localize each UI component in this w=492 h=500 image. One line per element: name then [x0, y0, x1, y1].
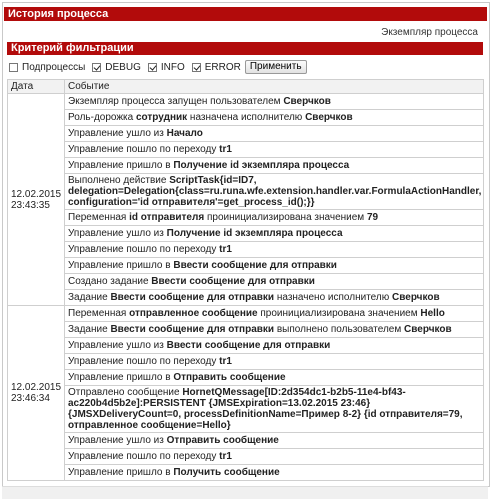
history-table	[7, 79, 484, 481]
event-value: HornetQMessage[ID:2d354dc1-b2b5-11e4-bf43-ac220b4d5b2e]:PERSISTENT {JMSExpiration=13.02.2015 23:46} {JMSXDeliveryCount=0, processDefinitionName=Пример 8-2} {id отправителя=79, отправленное сообщение=Hello}	[68, 387, 463, 431]
table-row	[8, 370, 484, 386]
error-label: ERROR	[204, 61, 241, 73]
table-row	[8, 354, 484, 370]
filter-controls	[9, 59, 307, 75]
event-cell	[65, 354, 484, 370]
event-text: Управление пришло в	[68, 260, 174, 271]
event-value: Сверчков	[404, 324, 452, 335]
event-text: Создано задание	[68, 276, 152, 287]
event-date-cell	[8, 306, 65, 481]
event-text: назначена исполнителю	[187, 112, 306, 123]
event-cell	[65, 210, 484, 226]
table-row	[8, 322, 484, 338]
event-text: Переменная	[68, 308, 130, 319]
table-row	[8, 158, 484, 174]
event-text: Роль-дорожка	[68, 112, 136, 123]
event-value: Отправить сообщение	[173, 372, 286, 383]
table-row	[8, 142, 484, 158]
table-row	[8, 274, 484, 290]
table-row	[8, 110, 484, 126]
date-column-header: Дата	[8, 80, 65, 94]
horizontal-scrollbar[interactable]	[2, 486, 488, 499]
history-table-body	[8, 94, 484, 481]
event-text: выполнено пользователем	[274, 324, 405, 335]
table-row	[8, 290, 484, 306]
subprocesses-checkbox[interactable]	[9, 63, 18, 72]
event-cell	[65, 338, 484, 354]
event-value: Сверчков	[283, 96, 331, 107]
event-value: id отправителя	[129, 212, 205, 223]
event-cell	[65, 370, 484, 386]
table-row	[8, 433, 484, 449]
table-row	[8, 126, 484, 142]
table-row	[8, 210, 484, 226]
event-value: Получить сообщение	[173, 467, 280, 478]
event-text: Управление пошло по переходу	[68, 144, 220, 155]
event-value: сотрудник	[135, 112, 188, 123]
event-value: tr1	[219, 356, 232, 367]
table-row	[8, 174, 484, 210]
info-checkbox[interactable]	[148, 63, 157, 72]
event-value: Отправить сообщение	[166, 435, 279, 446]
event-cell	[65, 110, 484, 126]
event-cell	[65, 274, 484, 290]
event-value: Ввести сообщение для отправки	[173, 260, 337, 271]
event-cell	[65, 226, 484, 242]
event-text: проинициализирована значением	[204, 212, 367, 223]
event-text: Управление ушло из	[68, 340, 167, 351]
event-value: Сверчков	[392, 292, 440, 303]
event-cell	[65, 449, 484, 465]
event-date: 12.02.2015	[11, 382, 62, 393]
debug-checkbox[interactable]	[92, 63, 101, 72]
event-text: Экземпляр процесса запущен пользователем	[68, 96, 284, 107]
event-time: 23:46:34	[11, 393, 50, 404]
event-value: tr1	[219, 451, 232, 462]
event-cell	[65, 142, 484, 158]
event-value: Ввести сообщение для отправки	[110, 324, 275, 335]
event-text: Управление пошло по переходу	[68, 356, 220, 367]
table-row	[8, 338, 484, 354]
table-row	[8, 258, 484, 274]
event-column-header: Событие	[65, 80, 484, 94]
event-text: Управление пошло по переходу	[68, 244, 220, 255]
event-cell	[65, 158, 484, 174]
event-value: отправленное сообщение	[129, 308, 258, 319]
info-label: INFO	[160, 61, 185, 73]
event-text: проинициализирована значением	[257, 308, 421, 319]
event-date-cell	[8, 94, 65, 306]
event-text: Отправлено сообщение	[68, 387, 183, 398]
event-cell	[65, 465, 484, 481]
event-text: Управление пошло по переходу	[68, 451, 220, 462]
event-text: Управление ушло из	[68, 128, 167, 139]
event-value: ScriptTask{id=ID7, delegation=Delegation{class=ru.runa.wfe.extension.handler.var.FormulaActionHandler, configuration='id отправителя'=get_process_id();}}	[68, 175, 482, 208]
event-text: Задание	[68, 292, 111, 303]
event-value: Начало	[166, 128, 203, 139]
event-cell	[65, 306, 484, 322]
page-title: История процесса	[4, 7, 487, 21]
event-value: Получение id экземпляра процесса	[166, 228, 343, 239]
subprocesses-label: Подпроцессы	[22, 61, 86, 73]
event-value: Ввести сообщение для отправки	[151, 276, 315, 287]
table-row	[8, 226, 484, 242]
event-text: Управление пришло в	[68, 467, 174, 478]
event-cell	[65, 290, 484, 306]
event-date: 12.02.2015	[11, 188, 62, 200]
table-row	[8, 242, 484, 258]
event-text: Управление ушло из	[68, 228, 167, 239]
event-text: Управление ушло из	[68, 435, 167, 446]
table-row	[8, 386, 484, 433]
event-value: Сверчков	[305, 112, 353, 123]
event-cell	[65, 174, 484, 210]
filter-section-title: Критерий фильтрации	[7, 42, 483, 55]
event-value: Получение id экземпляра процесса	[173, 160, 350, 171]
event-text: назначено исполнителю	[274, 292, 393, 303]
event-cell	[65, 258, 484, 274]
table-row	[8, 465, 484, 481]
event-text: Задание	[68, 324, 111, 335]
table-header-row	[8, 80, 484, 94]
event-cell	[65, 94, 484, 110]
process-instance-link[interactable]: Экземпляр процесса	[381, 27, 478, 38]
table-row	[8, 306, 484, 322]
event-value: 79	[366, 212, 379, 223]
event-cell	[65, 242, 484, 258]
event-text: Управление пришло в	[68, 372, 174, 383]
table-row	[8, 449, 484, 465]
table-row	[8, 94, 484, 110]
event-text: Управление пришло в	[68, 160, 174, 171]
event-cell	[65, 126, 484, 142]
event-value: tr1	[219, 244, 232, 255]
event-value: Ввести сообщение для отправки	[110, 292, 275, 303]
event-value: Ввести сообщение для отправки	[166, 340, 331, 351]
event-text: Выполнено действие	[68, 175, 170, 186]
event-value: tr1	[219, 144, 232, 155]
event-value: Hello	[420, 308, 445, 319]
event-time: 23:43:35	[11, 199, 50, 211]
event-cell	[65, 386, 484, 433]
event-cell	[65, 322, 484, 338]
event-text: Переменная	[68, 212, 130, 223]
apply-button[interactable]: Применить	[245, 60, 307, 74]
event-cell	[65, 433, 484, 449]
debug-label: DEBUG	[105, 61, 141, 73]
error-checkbox[interactable]	[192, 63, 201, 72]
